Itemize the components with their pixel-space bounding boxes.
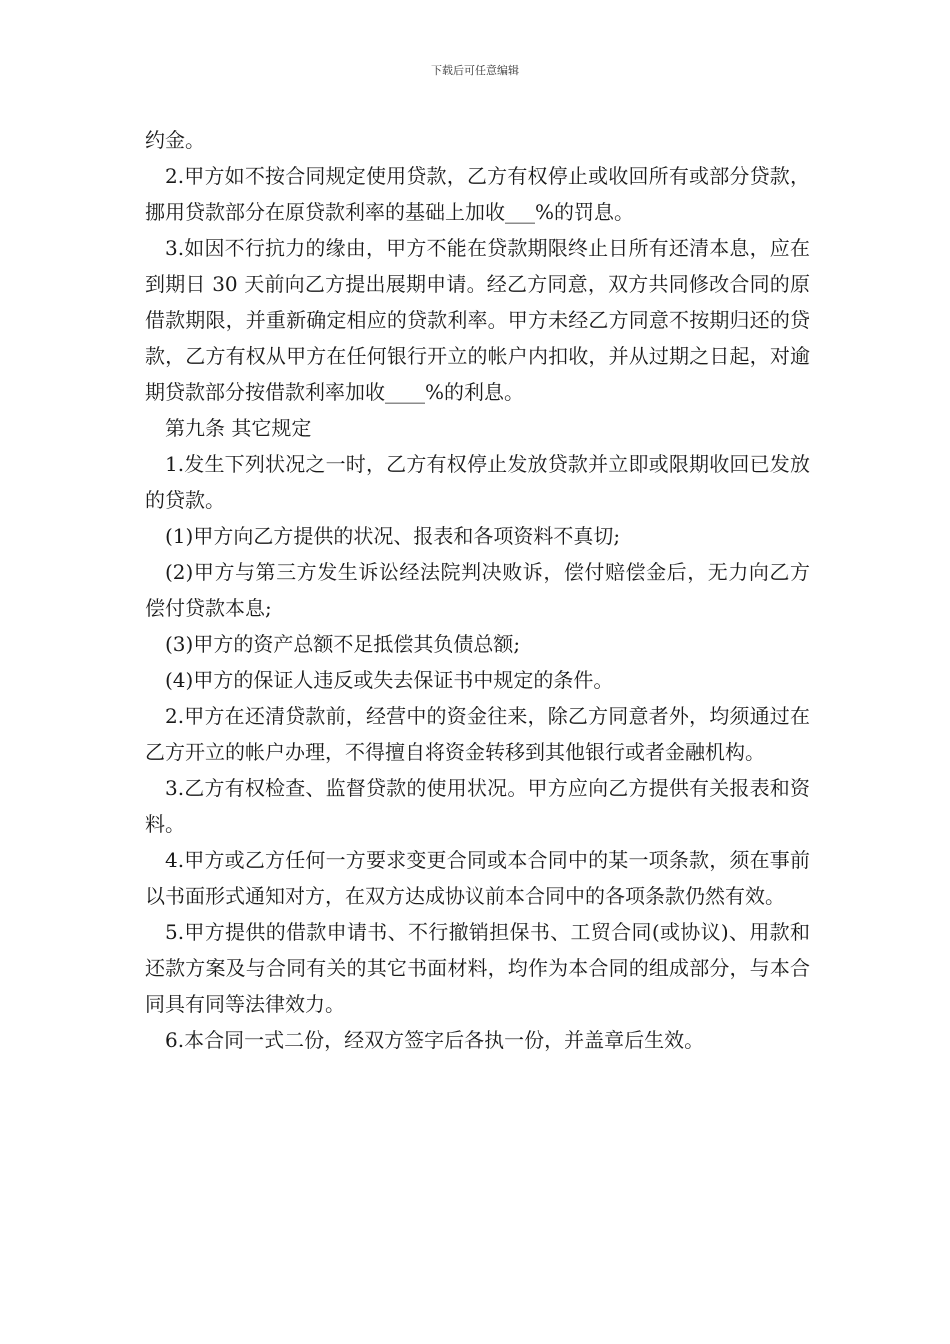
paragraph-subitem-4: (4)甲方的保证人违反或失去保证书中规定的条件。 [165, 668, 614, 692]
paragraph-article9-item-2: 2.甲方在还清贷款前，经营中的资金往来，除乙方同意者外，均须通过在乙方开立的帐户办理，不得擅自将资金转移到其他银行或者金融机构。 [145, 704, 810, 764]
section-heading-article-9: 第九条 其它规定 [165, 416, 312, 440]
paragraph-article9-item-5: 5.甲方提供的借款申请书、不行撤销担保书、工贸合同(或协议)、用款和还款方案及与合同有关的其它书面材料，均作为本合同的组成部分，与本合同具有同等法律效力。 [145, 920, 810, 1016]
paragraph-article9-item-4: 4.甲方或乙方任何一方要求变更合同或本合同中的某一项条款，须在事前以书面形式通知对方，在双方达成协议前本合同中的各项条款仍然有效。 [145, 848, 810, 908]
page-header: 下载后可任意编辑 [431, 64, 519, 77]
paragraph-subitem-2: (2)甲方与第三方发生诉讼经法院判决败诉，偿付赔偿金后，无力向乙方偿付贷款本息; [145, 560, 810, 620]
paragraph-subitem-3: (3)甲方的资产总额不足抵偿其负债总额; [165, 632, 521, 656]
paragraph-subitem-1: (1)甲方向乙方提供的状况、报表和各项资料不真切; [165, 524, 621, 548]
paragraph-article9-item-6: 6.本合同一式二份，经双方签字后各执一份，并盖章后生效。 [165, 1028, 705, 1052]
paragraph-clause-3: 3.如因不行抗力的缘由，甲方不能在贷款期限终止日所有还清本息，应在到期日 30 天前向乙方提出展期申请。经乙方同意，双方共同修改合同的原借款期限，并重新确定相应的贷款利率。甲方未经乙方同意不按期归还的贷款，乙方有权从甲方在任何银行开立的帐户内扣收，并从过期之日起，对逾期贷款部分按借款利率加收____%的利息。 [145, 236, 810, 404]
paragraph-clause-2: 2.甲方如不按合同规定使用贷款，乙方有权停止或收回所有或部分贷款，挪用贷款部分在原贷款利率的基础上加收___%的罚息。 [145, 164, 810, 224]
paragraph-continuation: 约金。 [145, 128, 205, 152]
paragraph-article9-item-1: 1.发生下列状况之一时，乙方有权停止发放贷款并立即或限期收回已发放的贷款。 [145, 452, 810, 512]
document-body [145, 122, 810, 1058]
paragraph-article9-item-3: 3.乙方有权检查、监督贷款的使用状况。甲方应向乙方提供有关报表和资料。 [145, 776, 810, 836]
